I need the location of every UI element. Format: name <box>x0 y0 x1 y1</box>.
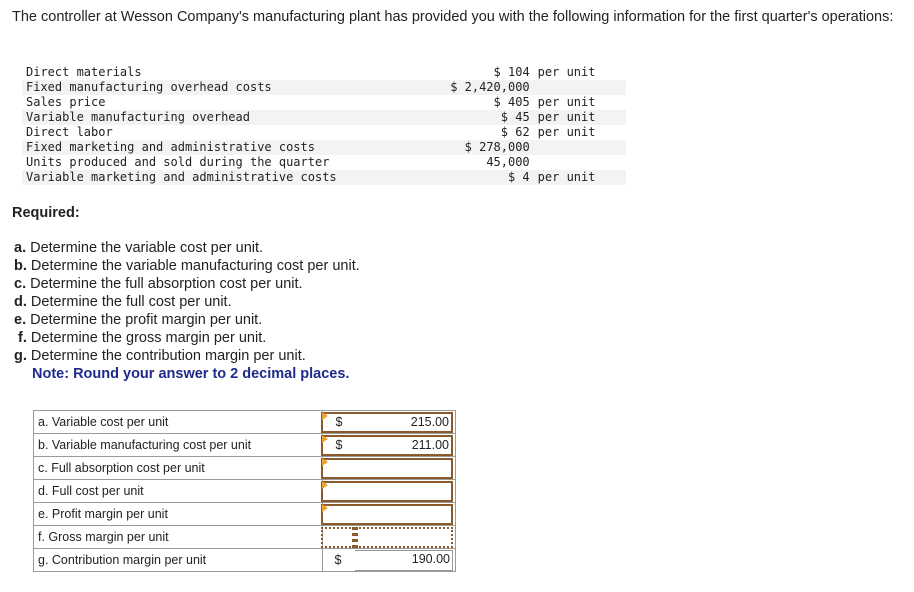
answer-label: d. Full cost per unit <box>34 480 323 503</box>
answer-label: g. Contribution margin per unit <box>34 549 323 572</box>
data-label: Fixed marketing and administrative costs <box>22 140 421 155</box>
answer-currency-cell <box>323 434 356 457</box>
data-amount: 45,000 <box>486 155 530 169</box>
answer-input-b[interactable] <box>355 434 456 457</box>
answer-value[interactable] <box>355 504 453 525</box>
answer-value[interactable] <box>355 481 453 502</box>
requirement-item <box>14 257 360 275</box>
given-data-table <box>22 65 626 185</box>
data-row <box>22 80 626 95</box>
answer-input-f[interactable] <box>355 526 456 549</box>
answer-label: e. Profit margin per unit <box>34 503 323 526</box>
requirement-letter: b. <box>14 258 27 274</box>
answer-row-b <box>34 434 456 457</box>
required-heading: Required: <box>12 205 80 221</box>
data-label: Variable manufacturing overhead <box>22 110 421 125</box>
data-unit: per unit <box>532 110 626 125</box>
data-label: Direct materials <box>26 65 142 79</box>
data-amount: $ 278,000 <box>421 140 531 155</box>
intro-paragraph: The controller at Wesson Company's manufacturing plant has provided you with the following information for the first quarter's operations: <box>12 9 894 25</box>
data-unit <box>532 140 626 155</box>
data-amount: $ 45 <box>421 110 531 125</box>
currency-symbol: $ <box>321 412 355 433</box>
answer-value[interactable] <box>355 458 453 479</box>
flag-icon <box>322 481 328 489</box>
data-row <box>22 125 626 140</box>
answer-value[interactable]: 211.00 <box>355 435 453 456</box>
requirement-text: Determine the full cost per unit. <box>26 294 232 310</box>
answer-row-a <box>34 411 456 434</box>
data-unit <box>532 80 626 95</box>
answer-currency-cell <box>323 549 356 572</box>
data-amount: $ 2,420,000 <box>421 80 531 95</box>
currency-symbol: $ <box>334 552 342 567</box>
answer-row-e <box>34 503 456 526</box>
requirement-letter: f. <box>18 330 27 346</box>
answer-label: a. Variable cost per unit <box>34 411 323 434</box>
answer-currency-cell <box>323 526 356 549</box>
requirement-letter: c. <box>14 276 27 292</box>
requirement-text: Determine the full absorption cost per unit. <box>26 276 303 292</box>
data-unit: per unit <box>532 170 626 185</box>
data-row <box>22 110 626 125</box>
flag-icon <box>322 504 328 512</box>
answer-input-d[interactable] <box>355 480 456 503</box>
data-amount: $ 104 <box>493 65 530 79</box>
requirement-letter: e. <box>14 312 27 328</box>
answer-label: f. Gross margin per unit <box>34 526 323 549</box>
flag-icon <box>322 458 328 466</box>
requirement-text: Determine the gross margin per unit. <box>26 330 267 346</box>
data-unit: per unit <box>537 95 596 109</box>
requirement-text: Determine the variable cost per unit. <box>26 240 264 256</box>
answer-label: c. Full absorption cost per unit <box>34 457 323 480</box>
data-label: Units produced and sold during the quarter <box>26 155 330 169</box>
requirement-letter: a. <box>14 240 27 256</box>
requirement-item <box>14 329 360 347</box>
requirement-item <box>14 347 360 365</box>
currency-symbol <box>321 527 355 548</box>
answer-currency-cell <box>323 503 356 526</box>
data-unit: per unit <box>537 65 596 79</box>
requirement-item <box>14 239 360 257</box>
data-label: Fixed manufacturing overhead costs <box>22 80 421 95</box>
requirement-text: Determine the variable manufacturing cost per unit. <box>26 258 360 274</box>
data-label: Sales price <box>26 95 106 109</box>
requirement-text: Determine the profit margin per unit. <box>26 312 263 328</box>
data-label: Direct labor <box>26 125 113 139</box>
answer-label: b. Variable manufacturing cost per unit <box>34 434 323 457</box>
answer-table <box>33 410 456 572</box>
answer-input-e[interactable] <box>355 503 456 526</box>
rounding-note: Note: Round your answer to 2 decimal places. <box>32 366 350 382</box>
requirement-item <box>14 275 360 293</box>
data-unit <box>532 155 626 170</box>
flag-icon <box>322 412 328 420</box>
data-row <box>22 140 626 155</box>
requirements-list <box>14 239 360 383</box>
answer-currency-cell <box>323 411 356 434</box>
answer-row-f <box>34 526 456 549</box>
answer-row-g <box>34 549 456 572</box>
answer-value[interactable] <box>355 527 453 548</box>
requirement-letter: d. <box>14 294 27 310</box>
answer-currency-cell <box>323 480 356 503</box>
data-amount: $ 62 <box>500 125 530 139</box>
data-row <box>22 170 626 185</box>
requirement-letter: g. <box>14 348 27 364</box>
answer-row-c <box>34 457 456 480</box>
data-amount: $ 4 <box>421 170 531 185</box>
answer-currency-cell <box>323 457 356 480</box>
answer-value[interactable]: 190.00 <box>355 550 453 571</box>
answer-input-g[interactable] <box>355 549 456 572</box>
data-row <box>22 65 626 80</box>
answer-input-c[interactable] <box>355 457 456 480</box>
currency-symbol: $ <box>321 435 355 456</box>
requirement-item <box>14 293 360 311</box>
data-row <box>22 155 626 170</box>
answer-row-d <box>34 480 456 503</box>
data-unit: per unit <box>537 125 596 139</box>
data-row <box>22 95 626 110</box>
requirement-item <box>14 311 360 329</box>
data-label: Variable marketing and administrative costs <box>22 170 421 185</box>
answer-input-a[interactable] <box>355 411 456 434</box>
data-amount: $ 405 <box>493 95 530 109</box>
answer-value[interactable]: 215.00 <box>355 412 453 433</box>
requirement-text: Determine the contribution margin per unit. <box>26 348 306 364</box>
flag-icon <box>322 435 328 443</box>
